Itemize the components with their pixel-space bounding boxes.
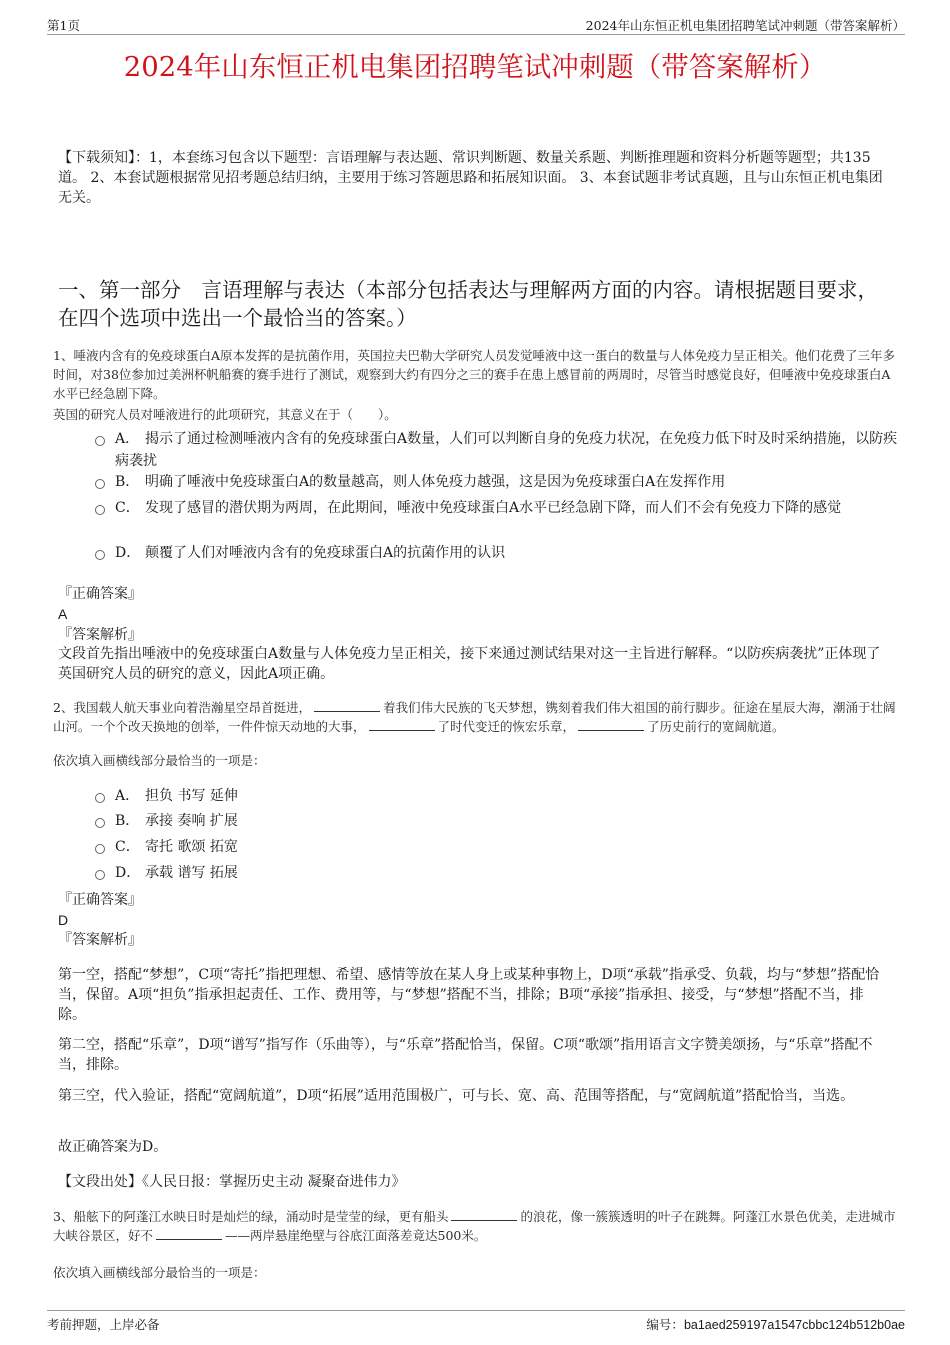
q1-answer: A: [58, 606, 68, 622]
q1-option-b[interactable]: B． 明确了唾液中免疫球蛋白A的数量越高，则人体免疫力越强，这是因为免疫球蛋白A在发挥作用: [95, 471, 900, 493]
q1-ask: 英国的研究人员对唾液进行的此项研究，其意义在于（ ）。: [53, 407, 397, 422]
download-notice: 【下载须知】：1，本套练习包含以下题型：言语理解与表达题、常识判断题、数量关系题、判断推理题和资料分析题等题型；共135道。 2、本套试题根据常见招考题总结归纳，主要用于练习答题思路和拓展知识面。 3、本套试题非考试真题，且与山东恒正机电集团无关。: [58, 150, 883, 206]
radio-icon[interactable]: [95, 550, 105, 560]
footer-slogan: 考前押题，上岸必备: [47, 1317, 160, 1332]
fill-blank: [451, 1208, 517, 1221]
q2-analysis-p2: 第二空，搭配“乐章”，D项“谱写”指写作（乐曲等），与“乐章”搭配恰当，保留。C项“歌颂”指用语言文字赞美颂扬，与“乐章”搭配不当，排除。: [58, 1037, 873, 1073]
q2-analysis-p4: 故正确答案为D。: [58, 1139, 168, 1155]
radio-icon[interactable]: [95, 505, 105, 515]
radio-icon[interactable]: [95, 844, 105, 854]
footer-code: 编号：ba1aed259197a1547cbbc124b512b0ae: [646, 1317, 905, 1332]
fill-blank: [369, 718, 435, 731]
q2-analysis-p1: 第一空，搭配“梦想”，C项“寄托”指把理想、希望、感情等放在某人身上或某种事物上，D项“承载”指承受、负载，均与“梦想”搭配恰当，保留。A项“担负”指承担起责任、工作、费用等，与“梦想”搭配不当，排除；B项“承接”指承担、接受，与“梦想”搭配不当，排除。: [58, 967, 880, 1023]
radio-icon[interactable]: [95, 479, 105, 489]
header-doc-title: 2024年山东恒正机电集团招聘笔试冲刺题（带答案解析）: [585, 18, 905, 33]
document-title: 2024年山东恒正机电集团招聘笔试冲刺题（带答案解析）: [123, 51, 827, 83]
q2-analysis-label: 『答案解析』: [58, 932, 142, 948]
q2-option-d[interactable]: D． 承载 谱写 拓展: [95, 862, 900, 884]
page-footer: [47, 1310, 905, 1333]
q2-stem: 2、我国载人航天事业向着浩瀚星空昂首挺进， 着我们伟大民族的飞天梦想，镌刻着我们伟大祖国的前行脚步。征途在星辰大海，潮涌于壮阔山河。一个个改天换地的创举，一件件惊天动地的大事， 了时代变迁的恢宏乐章， 了历史前行的宽阔航道。: [53, 700, 896, 734]
fill-blank: [314, 699, 380, 712]
q1-answer-label: 『正确答案』: [58, 586, 142, 602]
section-heading: 一、第一部分 言语理解与表达（本部分包括表达与理解两方面的内容。请根据题目要求，在四个选项中选出一个最恰当的答案。）: [58, 278, 878, 330]
radio-icon[interactable]: [95, 818, 105, 828]
page-header: [47, 14, 905, 35]
page-number: 第1页: [47, 18, 80, 33]
q2-source: 【文段出处】《人民日报：掌握历史主动 凝聚奋进伟力》: [58, 1174, 406, 1190]
radio-icon[interactable]: [95, 870, 105, 880]
fill-blank: [578, 718, 644, 731]
q2-answer-label: 『正确答案』: [58, 892, 142, 908]
q2-analysis-p3: 第三空，代入验证，搭配“宽阔航道”，D项“拓展”适用范围极广，可与长、宽、高、范围等搭配，与“宽阔航道”搭配恰当，当选。: [58, 1088, 855, 1104]
fill-blank: [156, 1227, 222, 1240]
q2-answer: D: [58, 912, 69, 928]
q2-option-c[interactable]: C． 寄托 歌颂 拓宽: [95, 836, 900, 858]
radio-icon[interactable]: [95, 793, 105, 803]
q2-option-b[interactable]: B． 承接 奏响 扩展: [95, 810, 900, 832]
q3-ask: 依次填入画横线部分最恰当的一项是：: [53, 1265, 266, 1280]
q2-ask: 依次填入画横线部分最恰当的一项是：: [53, 753, 266, 768]
radio-icon[interactable]: [95, 436, 105, 446]
q1-option-a[interactable]: A． 揭示了通过检测唾液内含有的免疫球蛋白A数量，人们可以判断自身的免疫力状况，在免疫力低下时及时采纳措施，以防疾病袭扰: [95, 428, 900, 472]
q1-stem: 1、唾液内含有的免疫球蛋白A原本发挥的是抗菌作用，英国拉夫巴勒大学研究人员发觉唾液中这一蛋白的数量与人体免疫力呈正相关。他们花费了三年多时间，对38位参加过美洲杯帆船赛的赛手进行了测试，观察到大约有四分之三的赛手在患上感冒前的两周时，尽管当时感觉良好，但唾液中免疫球蛋白A水平已经急剧下降。: [53, 348, 895, 401]
q3-stem: 3、船舷下的阿蓬江水映日时是灿烂的绿，涌动时是莹莹的绿，更有船头 的浪花，像一簇簇透明的叶子在跳舞。阿蓬江水景色优美，走进城市大峡谷景区，好不 ——两岸悬崖绝壁与谷底江面落差竟达500米。: [53, 1209, 896, 1243]
q1-option-c[interactable]: C． 发现了感冒的潜伏期为两周，在此期间，唾液中免疫球蛋白A水平已经急剧下降，而人们不会有免疫力下降的感觉: [95, 497, 900, 541]
q2-option-a[interactable]: A． 担负 书写 延伸: [95, 785, 900, 807]
q1-analysis: 文段首先指出唾液中的免疫球蛋白A数量与人体免疫力呈正相关，接下来通过测试结果对这一主旨进行解释。“以防疾病袭扰”正体现了英国研究人员的研究的意义，因此A项正确。: [58, 646, 881, 682]
q1-analysis-label: 『答案解析』: [58, 627, 142, 643]
q1-option-d[interactable]: D． 颠覆了人们对唾液内含有的免疫球蛋白A的抗菌作用的认识: [95, 542, 900, 564]
